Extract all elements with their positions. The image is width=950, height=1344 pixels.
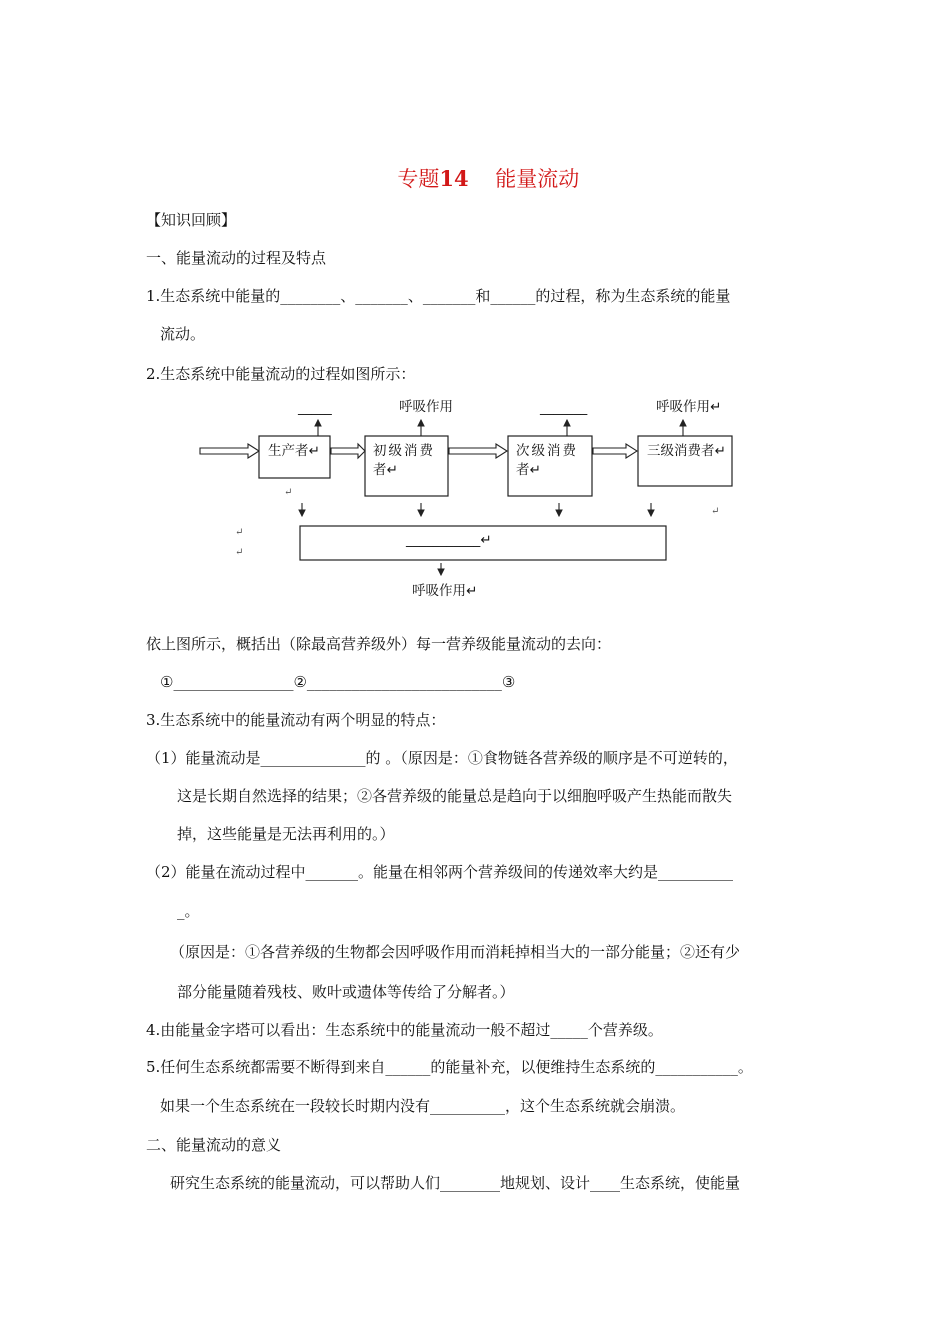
respiration-label-bottom: 呼吸作用↵ [412,583,478,599]
tertiary-consumer-label: 三级消费者↵ [647,443,726,459]
energy-destination-blanks: ①________________②__________________________③ [160,673,516,691]
flow-arrow-2 [449,444,507,458]
question-3-point-2-line-3: （原因是：①各营养级的生物都会因呼吸作用而消耗掉相当大的一部分能量；②还有少 [170,943,741,961]
title-number: 14 [439,166,469,191]
return-mark: ↵ [711,506,720,517]
section-label: 【知识回顾】 [146,211,237,229]
primary-consumer-label-2: 者↵ [373,462,398,478]
summary-line: 依上图所示，概括出（除最高营养级外）每一营养级能量流动的去向： [146,635,612,653]
question-5-line-1: 5.任何生态系统都需要不断得到来自______的能量补充，以便维持生态系统的___________。 [146,1058,753,1076]
blank-top-1: _____ [298,400,332,416]
secondary-consumer-label-2: 者↵ [516,462,541,478]
heading-process: 一、能量流动的过程及特点 [146,249,327,267]
question-3-intro: 3.生态系统中的能量流动有两个明显的特点： [146,711,446,729]
heading-significance: 二、能量流动的意义 [146,1136,282,1154]
flow-arrow-1 [331,444,365,458]
flow-arrow-3 [593,444,637,458]
question-2-intro: 2.生态系统中能量流动的过程如图所示： [146,365,416,383]
question-3-point-1-line-3: 掉，这些能量是无法再利用的。） [177,825,395,843]
title-text: 能量流动 [495,167,580,191]
producer-label: 生产者↵ [268,443,320,459]
question-5-line-2: 如果一个生态系统在一段较长时期内没有__________，这个生态系统就会崩溃。 [160,1097,686,1115]
question-1-line-1: 1.生态系统中能量的________、_______、_______和______的过程，称为生态系统的能量 [146,287,731,305]
respiration-label-2: 呼吸作用↵ [656,399,722,415]
return-mark: ↵ [235,547,244,558]
return-mark: ↵ [235,527,244,538]
question-3-point-2-line-1: （2）能量在流动过程中_______。能量在相邻两个营养级间的传递效率大约是__________ [146,863,734,881]
question-1-line-2: 流动。 [160,325,206,343]
question-3-point-2-line-2: _。 [177,902,200,920]
secondary-consumer-label-1: 次级消费 [516,443,578,459]
question-4: 4.由能量金字塔可以看出：生态系统中的能量流动一般不超过_____个营养级。 [146,1021,663,1039]
decomposer-blank: ___________↵ [406,532,492,548]
question-3-point-1-line-2: 这是长期自然选择的结果；②各营养级的能量总是趋向于以细胞呼吸产生热能而散失 [177,787,733,805]
question-3-point-1-line-1: （1）能量流动是______________的 。（原因是：①食物链各营养级的顺序是不可逆转的， [146,749,738,767]
energy-input-arrow [200,444,259,458]
blank-top-2: _______ [540,400,588,416]
return-mark: ↵ [284,487,293,498]
respiration-label-1: 呼吸作用 [399,399,453,415]
primary-consumer-label-1: 初级消费 [373,443,435,459]
question-3-point-2-line-4: 部分能量随着残枝、败叶或遗体等传给了分解者。） [177,983,515,1001]
significance-line-1: 研究生态系统的能量流动，可以帮助人们________地规划、设计____生态系统，使能量 [170,1174,741,1192]
title-prefix: 专题 [397,167,440,191]
